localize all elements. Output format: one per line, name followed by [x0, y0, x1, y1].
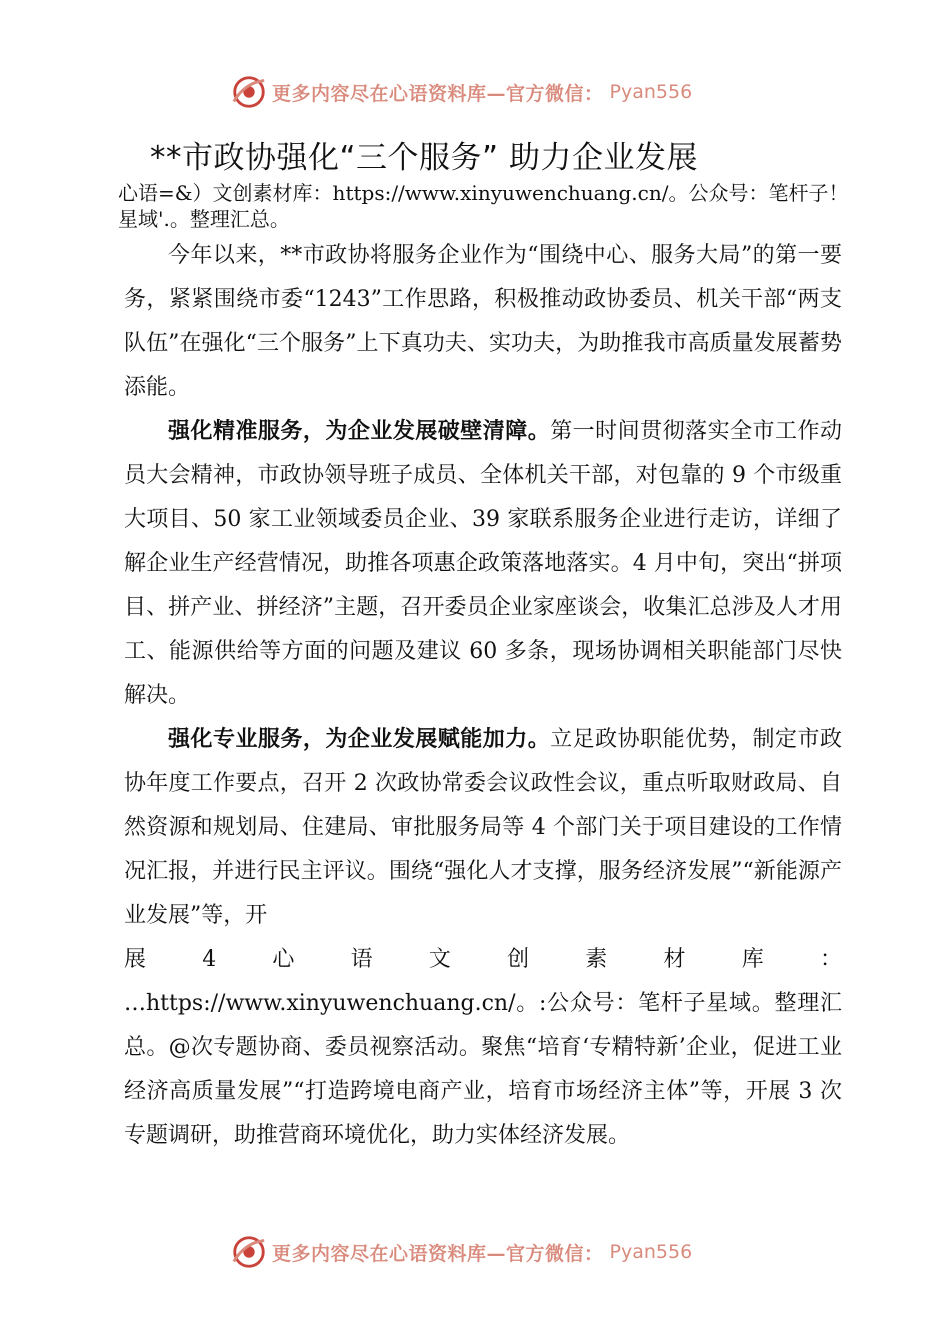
paragraph-precise-service: [124, 410, 842, 718]
paragraph-text: 立足政协职能优势，制定市政协年度工作要点，召开 2 次政协常委会议政性会议，重点听取财政局、自然资源和规划局、住建局、审批服务局等 4 个部门关于项目建设的工作情况汇报，并进行民主评议。围绕“强化人才支撑，服务经济发展”“新能源产业发展”等，开: [124, 727, 842, 928]
paragraph-lead: 强化专业服务，为企业发展赋能加力。: [168, 727, 551, 752]
spread-char: ：: [819, 947, 842, 972]
logo-icon: [230, 73, 268, 111]
spread-line: [124, 938, 842, 982]
document-body: [124, 234, 842, 1158]
banner-text: 更多内容尽在心语资料库—官方微信：: [272, 82, 604, 105]
spread-char: 4: [202, 947, 217, 972]
logo-icon: [230, 1233, 268, 1271]
paragraph-lead: 强化精准服务，为企业发展破壁清障。: [168, 419, 551, 444]
intro-paragraph: 今年以来，**市政协将服务企业作为“围绕中心、服务大局”的第一要务，紧紧围绕市委“1243”工作思路，积极推动政协委员、机关干部“两支队伍”在强化“三个服务”上下真功夫、实功夫，为助推我市高质量发展蓄势添能。: [124, 243, 842, 400]
source-note: 心语=&）文创素材库：https://www.xinyuwenchuang.cn/。公众号：笔杆子！星域'.。整理汇总。: [118, 181, 849, 231]
paragraph-text: 第一时间贯彻落实全市工作动员大会精神，市政协领导班子成员、全体机关干部，对包靠的 9 个市级重大项目、50 家工业领域委员企业、39 家联系服务企业进行走访，详细了解企业生产经营情况，助推各项惠企政策落地落实。4 月中旬，突出“拼项目、拼产业、拼经济”主题，召开委员企业家座谈会，收集汇总涉及人才用工、能源供给等方面的问题及建议 60 多条，现场协调相关职能部门尽快解决。: [124, 419, 842, 708]
footer-banner: [230, 1232, 692, 1272]
spread-char: 展: [124, 947, 147, 972]
spread-char: 文: [428, 947, 451, 972]
banner-text: 更多内容尽在心语资料库—官方微信：: [272, 1242, 604, 1265]
spread-char: 素: [585, 947, 608, 972]
banner-wechat-id: Pyan556: [609, 81, 693, 103]
paragraph-tail: …https://www.xinyuwenchuang.cn/。:公众号：笔杆子星域。整理汇总。@次专题协商、委员视察活动。聚焦“培育‘专精特新’企业，促进工业经济高质量发展”“打造跨境电商产业，培育市场经济主体”等，开展 3 次专题调研，助推营商环境优化，助力实体经济发展。: [124, 991, 842, 1148]
spread-char: 语: [350, 947, 373, 972]
banner-wechat-id: Pyan556: [609, 1241, 693, 1263]
spread-char: 心: [272, 947, 295, 972]
document-title: **市政协强化“三个服务” 助力企业发展: [150, 140, 698, 176]
paragraph-professional-service: [124, 718, 842, 938]
spread-char: 库: [741, 947, 764, 972]
header-banner: [230, 72, 692, 112]
spread-char: 创: [507, 947, 530, 972]
spread-char: 材: [663, 947, 686, 972]
